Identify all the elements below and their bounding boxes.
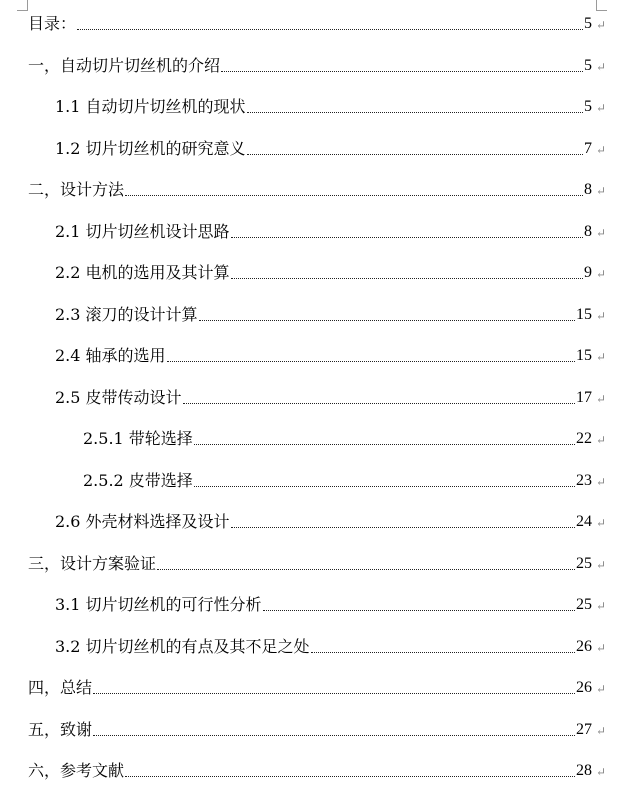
toc-entry[interactable]	[28, 553, 592, 575]
toc-entry[interactable]	[55, 262, 592, 284]
toc-entry[interactable]	[55, 138, 592, 160]
toc-entry-label: 2.5.2 皮带选择	[83, 470, 193, 490]
page-corner-mark-left	[17, 0, 28, 11]
paragraph-mark-icon: ↵	[595, 350, 606, 364]
paragraph-mark-icon: ↵	[595, 59, 606, 74]
toc-entry-label: 四，总结	[28, 678, 93, 697]
toc-entry-page-number: 15	[576, 347, 592, 364]
toc-dot-leader	[247, 154, 583, 155]
toc-dot-leader	[194, 486, 575, 487]
toc-entry-label: 五，致谢	[28, 719, 93, 739]
paragraph-mark-icon: ↵	[595, 101, 606, 115]
toc-entry-page-number: 8	[584, 181, 592, 198]
toc-entry-page-number: 5	[584, 56, 592, 74]
toc-entry-label: 目录：	[28, 14, 77, 33]
toc-dot-leader	[231, 237, 583, 238]
toc-dot-leader	[183, 403, 575, 404]
toc-entry-label: 2.6 外壳材料选择及设计	[55, 512, 230, 531]
toc-entry-page-number: 27	[576, 720, 592, 738]
toc-entry[interactable]	[55, 96, 592, 118]
toc-entry[interactable]	[55, 594, 592, 616]
toc-entry-label: 1.1 自动切片切丝机的现状	[55, 97, 246, 116]
toc-entry-page-number: 17	[576, 388, 592, 406]
toc-entry-label: 3.2 切片切丝机的有点及其不足之处	[55, 636, 310, 656]
toc-entry-label: 二，设计方法	[28, 180, 125, 199]
toc-dot-leader	[93, 693, 575, 694]
paragraph-mark-icon: ↵	[595, 765, 606, 779]
toc-dot-leader	[263, 610, 575, 611]
toc-entry-page-number: 26	[576, 679, 592, 696]
toc-dot-leader	[125, 195, 583, 196]
page-corner-mark-right	[596, 0, 607, 11]
toc-entry-page-number: 15	[576, 305, 592, 323]
toc-entry[interactable]	[55, 636, 592, 658]
toc-entry-label: 2.5 皮带传动设计	[55, 387, 182, 407]
paragraph-mark-icon: ↵	[595, 267, 606, 281]
toc-entry[interactable]	[55, 221, 592, 243]
toc-entry-label: 2.4 轴承的选用	[55, 346, 166, 365]
toc-entry-page-number: 24	[576, 513, 592, 530]
toc-entry-page-number: 22	[576, 430, 592, 447]
toc-entry-page-number: 9	[584, 264, 592, 281]
toc-entry-page-number: 23	[576, 471, 592, 489]
toc-entry-label: 3.1 切片切丝机的可行性分析	[55, 595, 262, 614]
toc-entry[interactable]	[83, 470, 592, 492]
toc-entry-page-number: 25	[576, 554, 592, 572]
paragraph-mark-icon: ↵	[595, 599, 606, 613]
paragraph-mark-icon: ↵	[595, 433, 606, 447]
paragraph-mark-icon: ↵	[595, 474, 606, 489]
toc-entry-page-number: 28	[576, 762, 592, 779]
toc-dot-leader	[199, 320, 575, 321]
toc-entry-label: 2.3 滚刀的设计计算	[55, 304, 198, 324]
toc-entry[interactable]	[55, 304, 592, 326]
toc-dot-leader	[231, 527, 575, 528]
toc-entry-label: 2.1 切片切丝机设计思路	[55, 221, 230, 241]
toc-entry-page-number: 26	[576, 637, 592, 655]
toc-entry-page-number: 5	[584, 98, 592, 115]
toc-entry-label: 2.5.1 带轮选择	[83, 429, 193, 448]
toc-dot-leader	[157, 569, 575, 570]
paragraph-mark-icon: ↵	[595, 308, 606, 323]
toc-entry[interactable]	[55, 511, 592, 533]
paragraph-mark-icon: ↵	[595, 640, 606, 655]
paragraph-mark-icon: ↵	[595, 184, 606, 198]
toc-dot-leader	[247, 112, 583, 113]
toc-entry[interactable]	[28, 677, 592, 699]
paragraph-mark-icon: ↵	[595, 18, 606, 32]
toc-entry[interactable]	[28, 179, 592, 201]
toc-dot-leader	[125, 776, 575, 777]
paragraph-mark-icon: ↵	[595, 516, 606, 530]
toc-dot-leader	[167, 361, 575, 362]
paragraph-mark-icon: ↵	[595, 225, 606, 240]
toc-entry[interactable]	[28, 760, 592, 782]
toc-entry-label: 三，设计方案验证	[28, 553, 157, 573]
toc-entry-page-number: 7	[584, 139, 592, 157]
toc-entry-page-number: 5	[584, 15, 592, 32]
toc-dot-leader	[231, 278, 583, 279]
toc-entry-page-number: 8	[584, 222, 592, 240]
toc-dot-leader	[221, 71, 583, 72]
paragraph-mark-icon: ↵	[595, 557, 606, 572]
toc-dot-leader	[194, 444, 575, 445]
paragraph-mark-icon: ↵	[595, 723, 606, 738]
toc-entry[interactable]	[55, 345, 592, 367]
toc-dot-leader	[93, 735, 575, 736]
toc-entry[interactable]	[28, 13, 592, 35]
paragraph-mark-icon: ↵	[595, 142, 606, 157]
toc-entry-page-number: 25	[576, 596, 592, 613]
toc-entry-label: 1.2 切片切丝机的研究意义	[55, 138, 246, 158]
paragraph-mark-icon: ↵	[595, 682, 606, 696]
toc-entry-label: 六，参考文献	[28, 761, 125, 780]
toc-entry[interactable]	[83, 428, 592, 450]
paragraph-mark-icon: ↵	[595, 391, 606, 406]
toc-entry[interactable]	[28, 719, 592, 741]
toc-entry[interactable]	[28, 55, 592, 77]
toc-entry[interactable]	[55, 387, 592, 409]
toc-dot-leader	[311, 652, 575, 653]
toc-dot-leader	[77, 29, 583, 30]
toc-entry-label: 一，自动切片切丝机的介绍	[28, 55, 221, 75]
toc-entry-label: 2.2 电机的选用及其计算	[55, 263, 230, 282]
